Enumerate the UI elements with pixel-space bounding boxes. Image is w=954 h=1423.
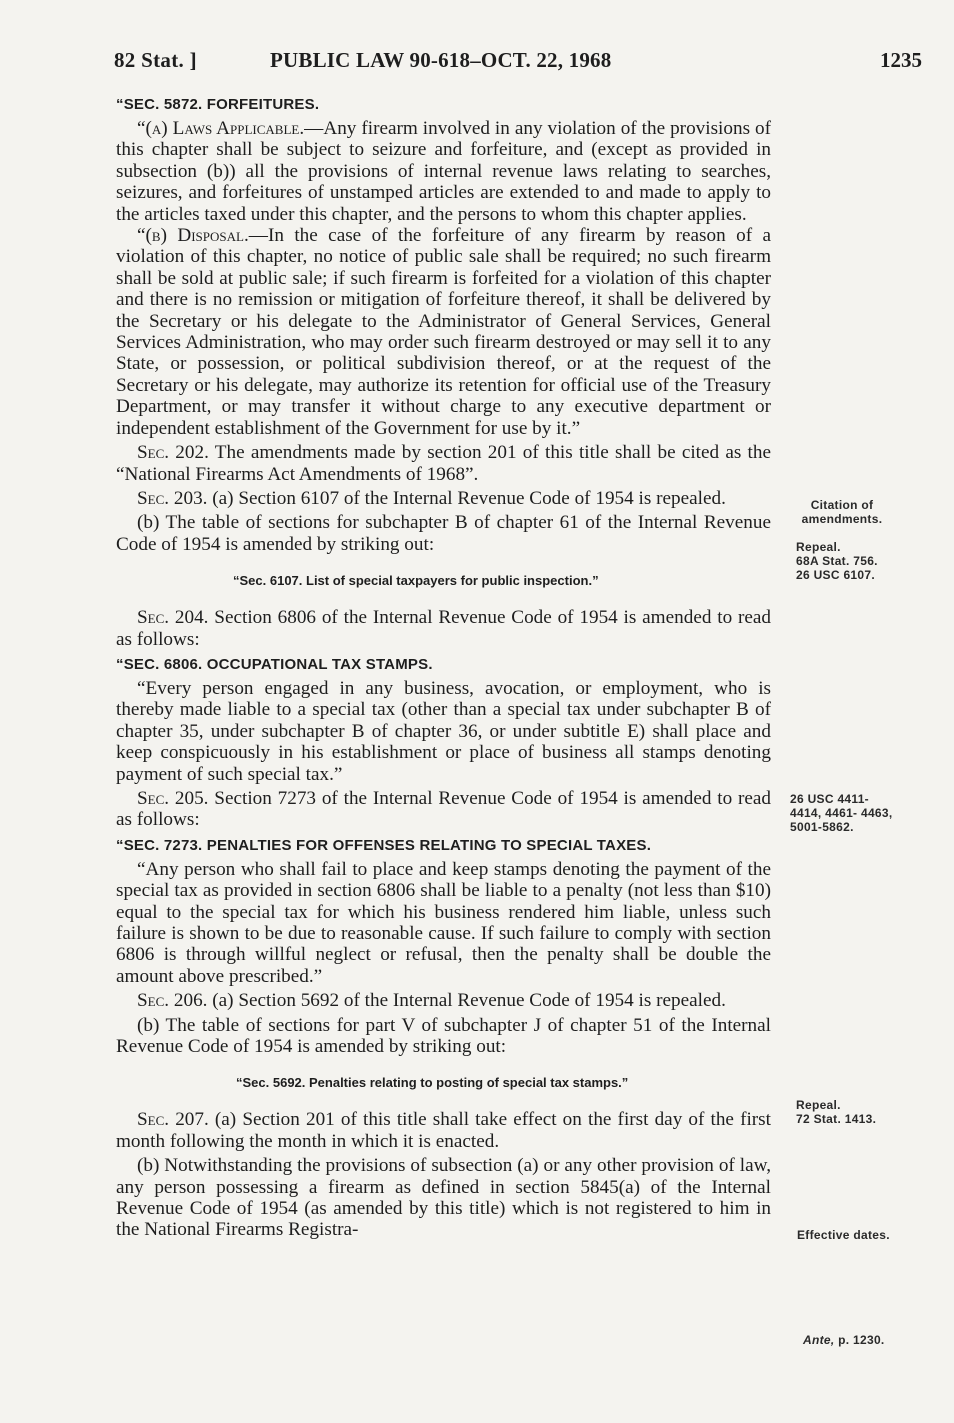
margin-note-repeal-5692 [796,1098,876,1126]
page-header [114,48,922,80]
section-label: Sec. 207. [137,1109,209,1131]
paragraph-text: —In the case of the forfeiture of any firearm by reason of a violation of this chapter, no notice of public sale shall be required; no such firearm shall be sold at public sale; if such firearm is forfeited for a violation of this chapter and there is no remission or mitigation of forfeiture thereof, it shall be delivered by the Secretary or his delegate to the Administrator of General Services, General Services Administration, who may order such firearm destroyed or may sell it to any State, or possession, or political subdivision thereof, or at the request of the Secretary or his delegate, may authorize its retention for official use of the Treasury Department, or may transfer it without charge to any executive department or independent establishment of the Government for use by it.” [116,225,771,439]
margin-note-usc-references [790,792,893,834]
page-number: 1235 [880,48,922,72]
margin-note-repeal-6107 [796,540,878,582]
margin-note-citation [790,498,894,526]
paragraph-text: (a) Section 6107 of the Internal Revenue Code of 1954 is repealed. [207,487,726,509]
margin-note-italic: Ante, [803,1333,835,1347]
margin-note-line: 4414, 4461- 4463, [790,806,893,820]
paragraph-text: Section 6806 of the Internal Revenue Code of 1954 is amended to read as follows: [116,607,771,650]
paragraph-text: (a) Section 201 of this title shall take effect on the first day of the first month following the month in which it is enacted. [116,1109,771,1152]
public-law-title: PUBLIC LAW 90-618–OCT. 22, 1968 [270,48,612,72]
paragraph-text: (a) Section 5692 of the Internal Revenue Code of 1954 is repealed. [207,990,726,1012]
section-label: Sec. 205. [137,787,209,809]
margin-note-line: Repeal. [796,540,841,554]
struck-table-entry-6107: “Sec. 6107. List of special taxpayers for public inspection.” [233,573,599,589]
margin-note-line: 26 USC 6107. [796,568,875,582]
struck-table-entry-5692: “Sec. 5692. Penalties relating to posting of special tax stamps.” [236,1075,629,1091]
margin-note-effective-dates: Effective dates. [797,1228,890,1242]
paragraph-sec-207-b: (b) Notwithstanding the provisions of subsection (a) or any other provision of law, any person possessing a firearm as defined in section 5845(a) of the Internal Revenue Code of 1954 (as amended by this title) which is not registered to him in the National Firearms Registra- [116,1155,771,1241]
margin-note-line: Citation of [810,498,874,512]
paragraph-label: “(b) Disposal. [137,225,249,247]
paragraph-sec-6806: “Every person engaged in any business, avocation, or employment, who is thereby made liable to a special tax (other than a special tax under subchapter B of chapter 35, under subchapter B of chapter 36, or under subtitle E) shall place and keep conspicuously in his establishment or place of business all stamps denoting payment of such special tax.” [116,677,771,785]
margin-note-line: amendments. [801,512,883,526]
paragraph-sec-205 [116,788,771,831]
section-label: Sec. 202. [137,442,209,464]
paragraph-text: —Any firearm involved in any violation of the provisions of this chapter shall be subject to seizure and forfeiture, and (except as provided in subsection (b)) all the provisions of internal revenue laws relating to searches, seizures, and forfeitures of unstamped articles are extended to and made to apply to the articles taxed under this chapter, and the persons to whom this chapter applies. [116,118,772,225]
statute-reference: 82 Stat. ] [114,48,197,72]
margin-note-line: 5001-5862. [790,820,854,834]
paragraph-label: “(a) Laws Applicable. [137,118,305,139]
paragraph-sec-202 [116,442,771,485]
paragraph-sec-206-b: (b) The table of sections for part V of subchapter J of chapter 51 of the Internal Revenue Code of 1954 is amended by striking out: [116,1014,771,1058]
margin-note-line: p. 1230. [834,1333,885,1347]
paragraph-text: The amendments made by section 201 of this title shall be cited as the “National Firearms Act Amendments of 1968”. [116,442,771,485]
paragraph-sec-207 [116,1109,771,1152]
section-label: Sec. 206. [137,990,208,1012]
paragraph-sec-204 [116,607,771,650]
paragraph-sec-7273: “Any person who shall fail to place and keep stamps denoting the payment of the special tax as provided in section 6806 shall be liable to a penalty (not less than $10) equal to the special tax for which his business rendered him liable, unless such failure is shown to be due to reasonable cause. If such failure to comply with section 6806 is through willful neglect or refusal, then the penalty shall be double the amount above prescribed.” [116,858,771,987]
paragraph-sec-203 [116,488,771,509]
margin-note-line: 26 USC 4411- [790,792,869,806]
paragraph-text: Section 7273 of the Internal Revenue Code of 1954 is amended to read as follows: [116,787,771,831]
section-heading-5872: “SEC. 5872. FORFEITURES. [116,96,320,113]
margin-note-line: 68A Stat. 756. [796,554,878,568]
margin-note-line: Repeal. [796,1098,841,1112]
paragraph-disposal [116,225,771,439]
margin-note-line: 72 Stat. 1413. [796,1112,877,1126]
section-heading-7273: “SEC. 7273. PENALTIES FOR OFFENSES RELATING TO SPECIAL TAXES. [116,836,652,854]
paragraph-sec-203-b: (b) The table of sections for subchapter B of chapter 61 of the Internal Revenue Code of 1954 is amended by striking out: [116,512,771,555]
paragraph-sec-206 [116,990,771,1011]
margin-note-ante [803,1333,885,1347]
paragraph-laws-applicable [116,118,771,225]
section-heading-6806: “SEC. 6806. OCCUPATIONAL TAX STAMPS. [116,655,433,673]
section-label: Sec. 203. [137,487,208,509]
main-text [116,96,771,1241]
section-label: Sec. 204. [137,607,209,629]
